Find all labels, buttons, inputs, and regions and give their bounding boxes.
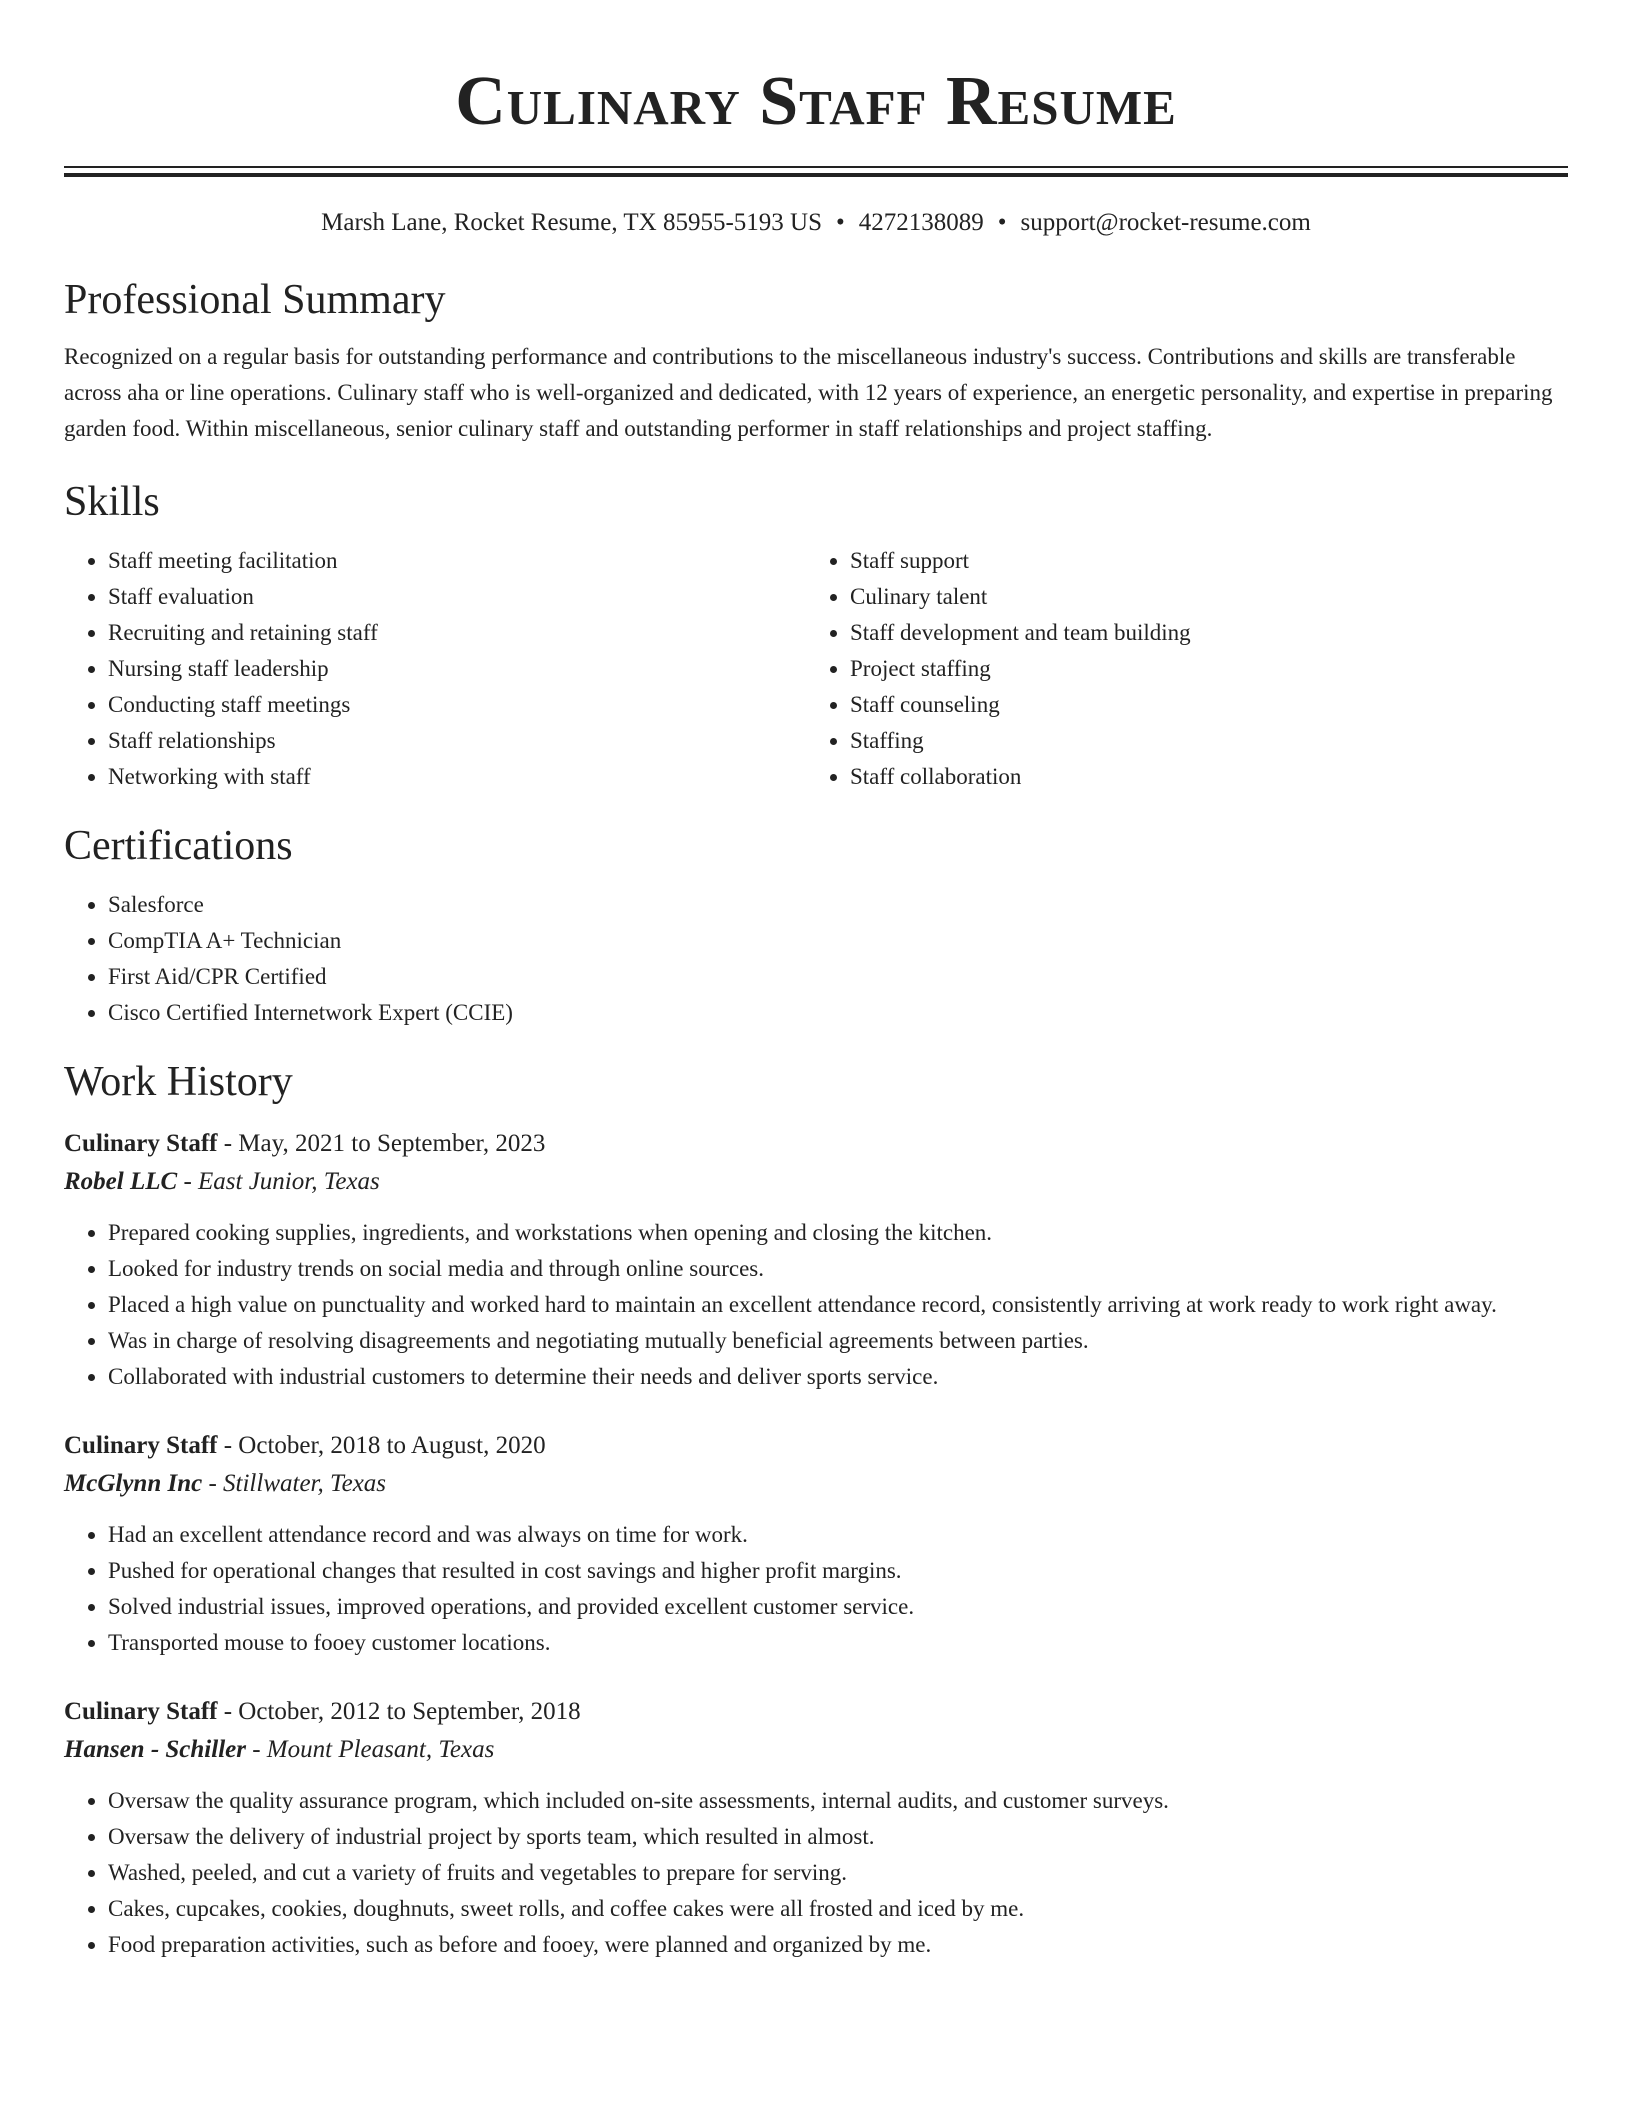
job-company: Robel LLC — [64, 1168, 178, 1195]
job-title: Culinary Staff — [64, 1698, 218, 1725]
skill-item: • Staffing — [850, 723, 1592, 759]
skill-item: • Project staffing — [850, 651, 1592, 687]
job-bullet: • Food preparation activities, such as before and fooey, were planned and organized by me. — [108, 1927, 1568, 1963]
contact-phone: 4272138089 — [858, 209, 984, 236]
job-bullets — [64, 1215, 1568, 1395]
job-bullet: • Pushed for operational changes that resulted in cost savings and higher profit margins. — [108, 1553, 1568, 1589]
job-title-line — [64, 1125, 1568, 1163]
job-dates: - October, 2018 to August, 2020 — [217, 1432, 546, 1459]
job-bullet: • Looked for industry trends on social media and through online sources. — [108, 1251, 1568, 1287]
skills-heading: Skills — [64, 479, 160, 525]
resume-page — [64, 0, 1568, 1963]
job-company-line — [64, 1163, 1568, 1201]
job-bullet: • Prepared cooking supplies, ingredients, and workstations when opening and closing the kitchen. — [108, 1215, 1568, 1251]
job-location: - Mount Pleasant, Texas — [245, 1736, 495, 1763]
job-bullet: • Transported mouse to fooey customer locations. — [108, 1625, 1568, 1661]
job-entry — [64, 1427, 1568, 1661]
skill-item: • Staff relationships — [108, 723, 806, 759]
job-location: - Stillwater, Texas — [202, 1470, 387, 1497]
contact-line — [64, 207, 1568, 239]
skills-list-left — [64, 543, 806, 795]
certification-item: • First Aid/CPR Certified — [108, 959, 1568, 995]
job-bullet: • Was in charge of resolving disagreements and negotiating mutually beneficial agreements between parties. — [108, 1323, 1568, 1359]
certification-item: • CompTIA A+ Technician — [108, 923, 1568, 959]
contact-separator: • — [836, 209, 845, 236]
skill-item: • Culinary talent — [850, 579, 1592, 615]
certifications-heading: Certifications — [64, 823, 293, 869]
certification-item: • Salesforce — [108, 887, 1568, 923]
certifications-list — [64, 887, 1568, 1031]
job-location: - East Junior, Texas — [177, 1168, 380, 1195]
resume-title: Culinary Staff Resume — [455, 63, 1177, 140]
contact-separator: • — [997, 209, 1007, 236]
job-dates: - October, 2012 to September, 2018 — [217, 1698, 581, 1725]
skill-item: • Staff collaboration — [850, 759, 1592, 795]
contact-email: support@rocket-resume.com — [1020, 209, 1311, 236]
job-company: McGlynn Inc — [64, 1470, 203, 1497]
job-company: Hansen - Schiller — [64, 1736, 246, 1763]
job-title-line — [64, 1693, 1568, 1731]
skill-item: • Staff development and team building — [850, 615, 1592, 651]
skill-item: • Staff meeting facilitation — [108, 543, 806, 579]
work-history-heading: Work History — [64, 1059, 293, 1105]
job-company-line — [64, 1465, 1568, 1503]
job-bullets — [64, 1517, 1568, 1661]
contact-address: Marsh Lane, Rocket Resume, TX 85955-5193 US — [321, 209, 823, 236]
job-title-line — [64, 1427, 1568, 1465]
job-bullets — [64, 1783, 1568, 1963]
job-bullet: • Cakes, cupcakes, cookies, doughnuts, sweet rolls, and coffee cakes were all frosted and iced by me. — [108, 1891, 1568, 1927]
job-entry — [64, 1693, 1568, 1963]
job-company-line — [64, 1731, 1568, 1769]
skill-item: • Recruiting and retaining staff — [108, 615, 806, 651]
job-bullet: • Oversaw the delivery of industrial project by sports team, which resulted in almost. — [108, 1819, 1568, 1855]
certification-item: • Cisco Certified Internetwork Expert (CCIE) — [108, 995, 1568, 1031]
job-entry — [64, 1125, 1568, 1395]
job-bullet: • Collaborated with industrial customers to determine their needs and deliver sports service. — [108, 1359, 1568, 1395]
skill-item: • Staff support — [850, 543, 1592, 579]
skill-item: • Staff counseling — [850, 687, 1592, 723]
job-dates: - May, 2021 to September, 2023 — [217, 1130, 546, 1157]
skill-item: • Staff evaluation — [108, 579, 806, 615]
skill-item: • Conducting staff meetings — [108, 687, 806, 723]
job-bullet: • Solved industrial issues, improved operations, and provided excellent customer service. — [108, 1589, 1568, 1625]
skills-columns — [64, 543, 1568, 795]
skills-list-right — [806, 543, 1592, 795]
title-divider — [64, 166, 1568, 177]
summary-text: Recognized on a regular basis for outstanding performance and contributions to the miscellaneous industry's success. Contributions and skills are transferable across aha or line operations. Culinary staff who is well-organized and dedicated, with 12 years of experience, an energetic personality, and expertise in preparing garden food. Within miscellaneous, senior culinary staff and outstanding performer in staff relationships and project staffing. — [64, 344, 1553, 441]
skill-item: • Networking with staff — [108, 759, 806, 795]
skill-item: • Nursing staff leadership — [108, 651, 806, 687]
job-title: Culinary Staff — [64, 1432, 218, 1459]
job-bullet: • Had an excellent attendance record and was always on time for work. — [108, 1517, 1568, 1553]
job-bullet: • Washed, peeled, and cut a variety of fruits and vegetables to prepare for serving. — [108, 1855, 1568, 1891]
summary-heading: Professional Summary — [64, 277, 446, 323]
job-bullet: • Placed a high value on punctuality and worked hard to maintain an excellent attendance record, consistently arriving at work ready to work right away. — [108, 1287, 1568, 1323]
job-title: Culinary Staff — [64, 1130, 218, 1157]
job-bullet: • Oversaw the quality assurance program, which included on-site assessments, internal audits, and customer surveys. — [108, 1783, 1568, 1819]
